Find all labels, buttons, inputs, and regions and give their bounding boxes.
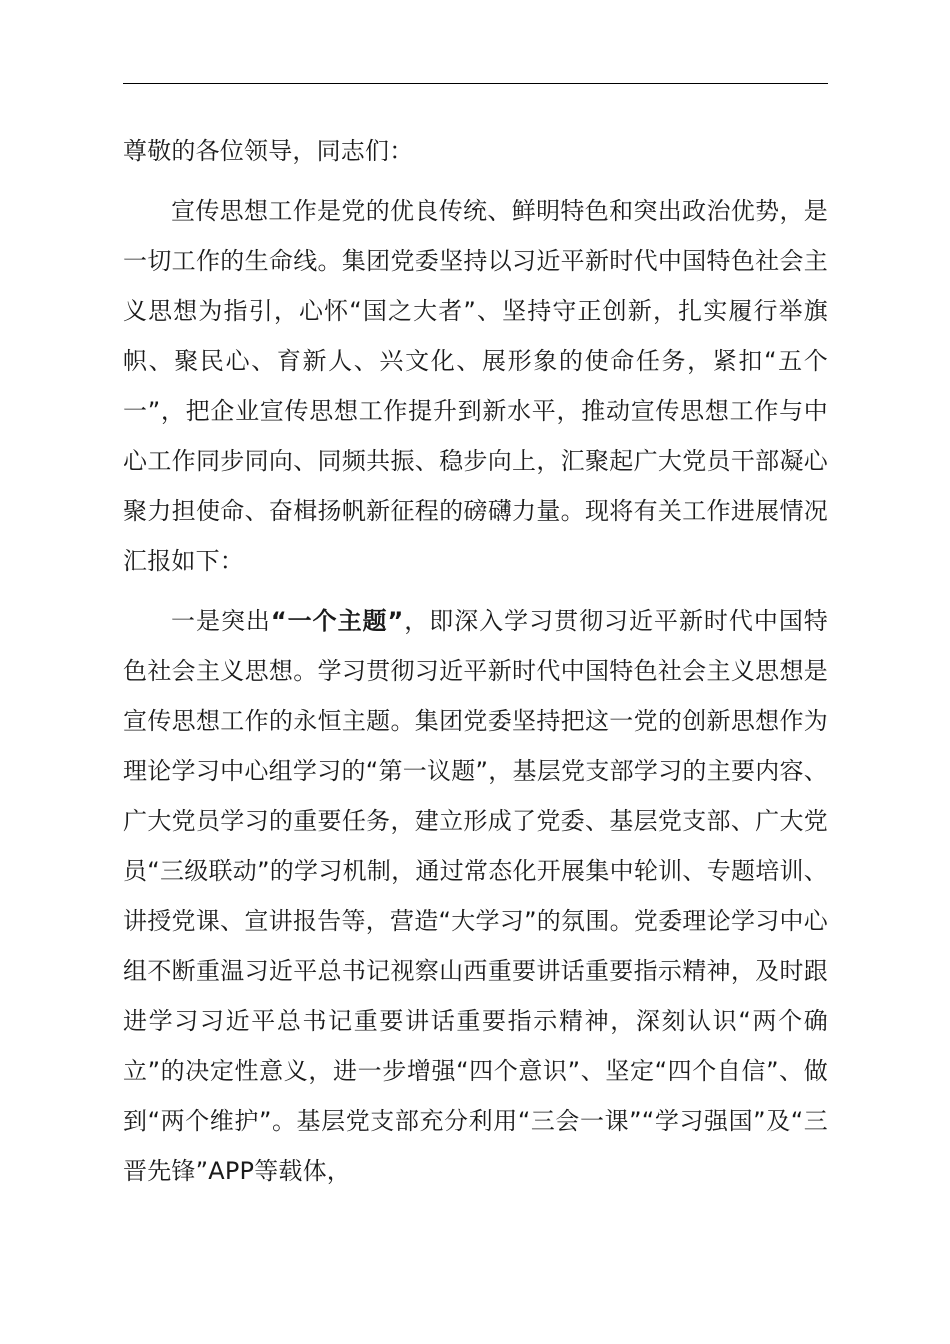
salutation: 尊敬的各位领导，同志们： (123, 137, 414, 165)
paragraph-bold-quote: “一个主题” (270, 607, 404, 635)
paragraph-lead: 一是突出 (171, 607, 271, 635)
header-rule (123, 83, 828, 84)
document-body (123, 126, 828, 1196)
paragraph-one-theme (123, 596, 828, 1196)
paragraph-rest: ，即深入学习贯彻习近平新时代中国特色社会主义思想。学习贯彻习近平新时代中国特色社会主义思想是宣传思想工作的永恒主题。集团党委坚持把这一党的创新思想作为理论学习中心组学习的“第一议题”，基层党支部学习的主要内容、广大党员学习的重要任务，建立形成了党委、基层党支部、广大党员“三级联动”的学习机制，通过常态化开展集中轮训、专题培训、讲授党课、宣讲报告等，营造“大学习”的氛围。党委理论学习中心组不断重温习近平总书记视察山西重要讲话重要指示精神，及时跟进学习习近平总书记重要讲话重要指示精神，深刻认识“两个确立”的决定性意义，进一步增强“四个意识”、坚定“四个自信”、做到“两个维护”。基层党支部充分利用“三会一课”“学习强国”及“三晋先锋”APP等载体， (123, 607, 828, 1185)
paragraph-intro: 宣传思想工作是党的优良传统、鲜明特色和突出政治优势，是一切工作的生命线。集团党委坚持以习近平新时代中国特色社会主义思想为指引，心怀“国之大者”、坚持守正创新，扎实履行举旗帜、聚民心、育新人、兴文化、展形象的使命任务，紧扣“五个一”，把企业宣传思想工作提升到新水平，推动宣传思想工作与中心工作同步同向、同频共振、稳步向上，汇聚起广大党员干部凝心聚力担使命、奋楫扬帆新征程的磅礴力量。现将有关工作进展情况汇报如下： (123, 197, 828, 575)
